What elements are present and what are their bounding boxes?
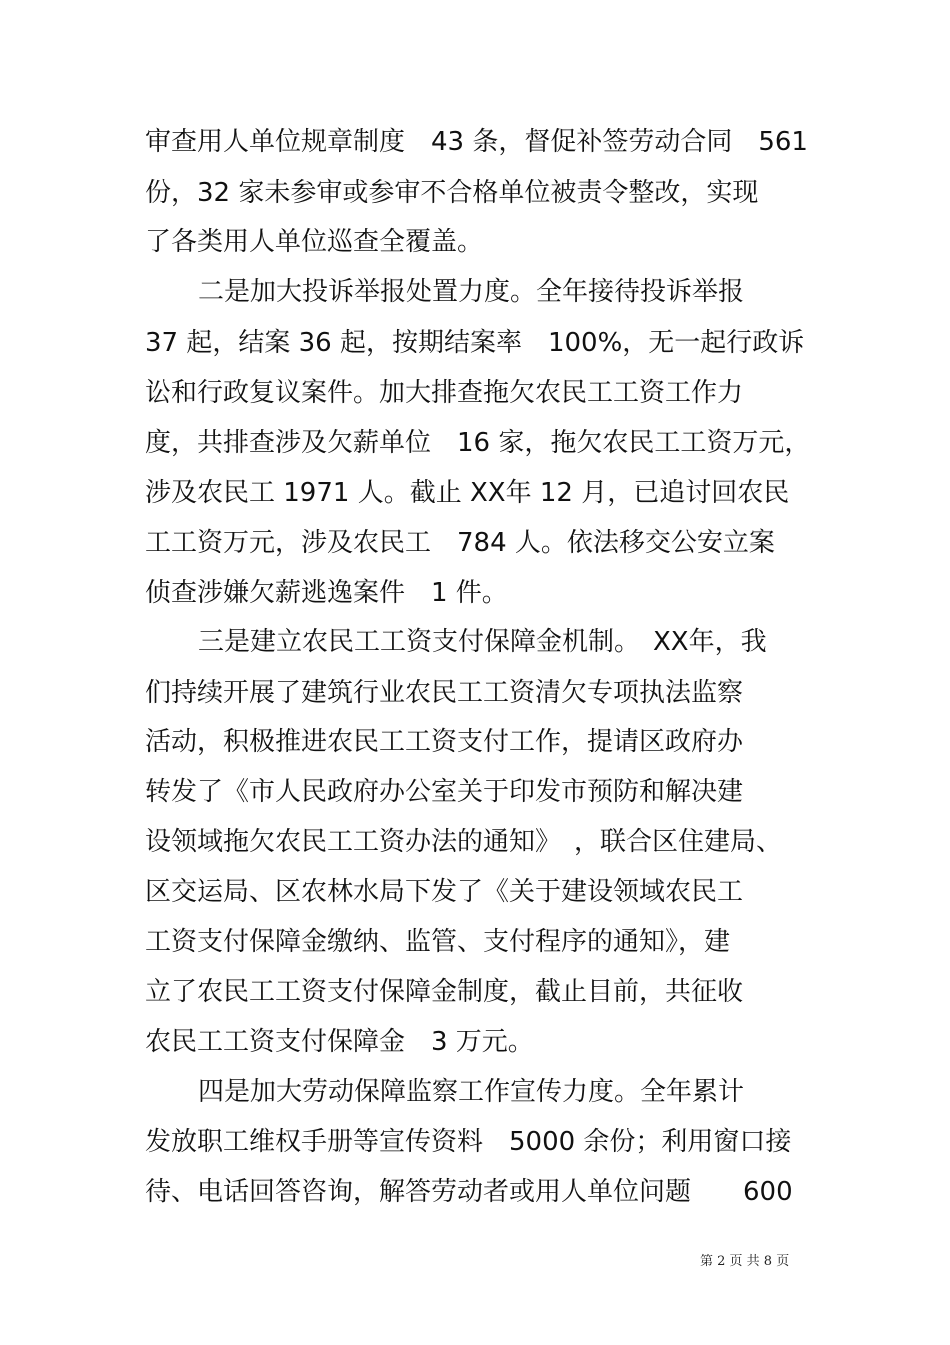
- body-line: 农民工工资支付保障金 3 万元。: [145, 1027, 534, 1057]
- body-line: 涉及农民工 1971 人。截止 XX年 12 月，已追讨回农民: [145, 478, 790, 508]
- body-line: 37 起，结案 36 起，按期结案率 100%，无一起行政诉: [145, 328, 805, 358]
- body-line: 份，32 家未参审或参审不合格单位被责令整改，实现: [145, 178, 759, 208]
- body-line: 审查用人单位规章制度 43 条，督促补签劳动合同 561: [145, 127, 808, 157]
- body-line: 们持续开展了建筑行业农民工工资清欠专项执法监察: [145, 678, 744, 708]
- paragraph-start-line: 三是建立农民工工资支付保障金机制。 XX年，我: [198, 627, 767, 657]
- body-line: 区交运局、区农林水局下发了《关于建设领域农民工: [145, 877, 744, 907]
- body-line: 转发了《市人民政府办公室关于印发市预防和解决建: [145, 777, 744, 807]
- body-line: 了各类用人单位巡查全覆盖。: [145, 227, 484, 257]
- body-line: 设领域拖欠农民工工资办法的通知》 ，联合区住建局、: [145, 827, 783, 857]
- page-number-footer: 第 2 页 共 8 页: [700, 1254, 790, 1269]
- paragraph-start-line: 四是加大劳动保障监察工作宣传力度。全年累计: [198, 1077, 745, 1107]
- body-line: 发放职工维权手册等宣传资料 5000 余份；利用窗口接: [145, 1127, 792, 1157]
- body-line: 待、电话回答咨询，解答劳动者或用人单位问题 600: [145, 1177, 793, 1207]
- body-line: 度，共排查涉及欠薪单位 16 家，拖欠农民工工资万元，: [145, 428, 811, 458]
- body-line: 侦查涉嫌欠薪逃逸案件 1 件。: [145, 578, 508, 608]
- body-line: 立了农民工工资支付保障金制度，截止目前，共征收: [145, 977, 744, 1007]
- paragraph-start-line: 二是加大投诉举报处置力度。全年接待投诉举报: [198, 277, 745, 307]
- body-line: 活动，积极推进农民工工资支付工作，提请区政府办: [145, 727, 744, 757]
- body-line: 工工资万元，涉及农民工 784 人。依法移交公安立案: [145, 528, 775, 558]
- body-line: 工资支付保障金缴纳、监管、支付程序的通知》，建: [145, 927, 731, 957]
- body-line: 讼和行政复议案件。加大排查拖欠农民工工资工作力: [145, 378, 744, 408]
